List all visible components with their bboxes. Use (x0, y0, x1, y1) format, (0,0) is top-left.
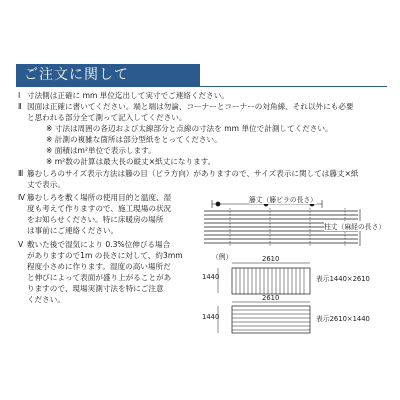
item-3-number: Ⅲ (18, 169, 24, 178)
ex2-height-value: 1440 (202, 313, 220, 321)
ex2-width-value: 2610 (262, 294, 280, 302)
ex1-width-value: 2610 (262, 255, 280, 263)
item-1-text: 寸法側は正確に mm 単位迄出して実寸でご連絡ください。 (27, 91, 229, 100)
example-label: （例） (212, 253, 233, 261)
item-3-text-line2: 丈で表示。 (27, 180, 65, 189)
item-5-text-line3: 程度小さめに作ります。湿度の高い場所だ (27, 262, 171, 271)
item-5-text-line6: ください。 (27, 295, 65, 304)
item-2-text-line1: 図面は正確に書いてください。端と端は勿論、コーナーとコーナーの対角線、それ以外にも必要 (27, 102, 354, 111)
item-2-text-line2: と思われる部分全て測って記入してください。 (27, 113, 187, 122)
ex2-caption: 表示2610×1440 (316, 315, 370, 323)
item-3-text-line1: 籐むしろのサイズ表示方法は籐の目（ピラ方向）がありますので、サイズ表示に関しては籐丈×紙 (27, 169, 359, 178)
ex1-height-value: 1440 (202, 273, 220, 281)
item-5-text-line5: りますので、現場実測寸法を特にご注意 (27, 284, 164, 293)
item-5-text-line1: 敷いた後で湿気により 0.3%位伸びる場合 (27, 240, 171, 249)
item-2-note-4: ※ m²数の計算は最大長の縦丈×紙丈になります。 (46, 157, 216, 166)
item-5-text-line2: がありますので1m の長さに対して、約3mm (27, 251, 183, 260)
page-title: ご注文に関して (16, 64, 200, 86)
item-4-text-line3: をお知らせください。特に床暖房の場所 (27, 215, 164, 224)
item-2-note-3: ※ 面積はm²単位で表示します。 (46, 146, 156, 155)
item-4-text-line4: は事前にご連絡ください。 (27, 226, 119, 235)
ex1-caption: 表示1440×2610 (316, 275, 370, 283)
item-4-number: Ⅳ (18, 193, 26, 202)
marker-dot-1 (216, 202, 221, 207)
item-2-number: Ⅱ (18, 102, 22, 111)
item-1-number: Ⅰ (18, 91, 21, 100)
warp-length-label: 柱丈（麻経の長さ） (324, 223, 386, 231)
item-2-note-2: ※ 計測の複雑な箇所は部分型紙をとってください。 (46, 135, 222, 144)
rattan-length-label: 籐丈（籐ピラの長さ） (249, 196, 317, 204)
item-5-text-line4: と伸びによって表面が盛り上がることがあ (27, 273, 172, 282)
item-2-note-1: ※ 寸法は周囲の各辺および太線部分と点線の寸法を mm 単位で計測してください。 (46, 124, 333, 133)
ex1-mat-rect (232, 268, 310, 294)
item-5-number: Ⅴ (18, 240, 24, 249)
item-4-text-line2: 度も考えて作りますので、施工現場の状況 (27, 204, 172, 213)
item-4-text-line1: 籐むしろを敷く場所の使用目的と温度、湿 (27, 193, 172, 202)
